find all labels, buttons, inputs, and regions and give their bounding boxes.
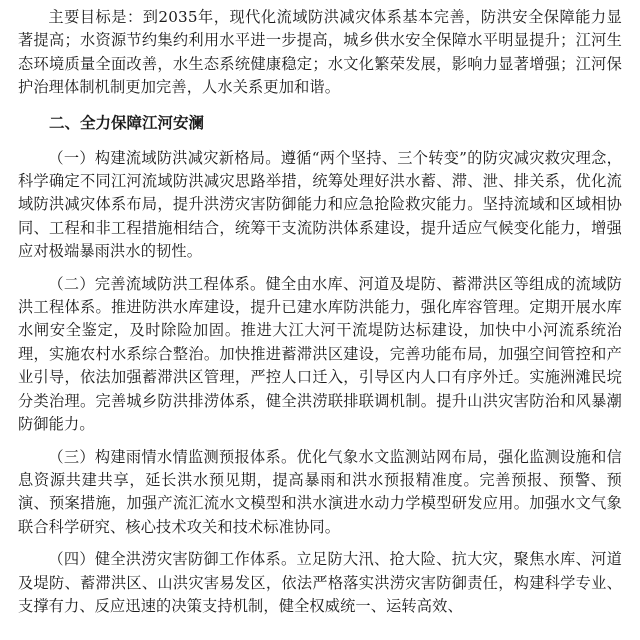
- intro-paragraph: 主要目标是：到2035年，现代化流域防洪减灾体系基本完善，防洪安全保障能力显著提高；水资源节约集约利用水平进一步提高，城乡供水安全保障水平明显提升；江河生态环境质量全面改善，水生态系统健康稳定；水文化繁荣发展，影响力显著增强；江河保护治理体制机制更加完善，人水关系更加和谐。: [18, 8, 622, 97]
- paragraph-monitoring-forecast: （三）构建雨情水情监测预报体系。优化气象水文监测站网布局，强化监测设施和信息资源共建共享，延长洪水预见期，提高暴雨和洪水预报精准度。完善预报、预警、预演、预案措施，加强产流汇流水文模型和洪水演进水动力学模型研发应用。加强水文气象联合科学研究、核心技术攻关和技术标准协同。: [18, 447, 622, 536]
- paragraph-flood-engineering: （二）完善流域防洪工程体系。健全由水库、河道及堤防、蓄滞洪区等组成的流域防洪工程体系。推进防洪水库建设，提升已建水库防洪能力，强化库容管理。定期开展水库水闸安全鉴定，及时除险加固。推进大江大河干流堤防达标建设，加快中小河流系统治理，实施农村水系综合整治。加快推进蓄滞洪区建设，完善功能布局，加强空间管控和产业引导，依法加强蓄滞洪区管理，严控人口迁入，引导区内人口有序外迁。实施洲滩民垸分类治理。完善城乡防洪排涝体系，健全洪涝联排联调机制。提升山洪灾害防治和风暴潮防御能力。: [18, 274, 622, 434]
- paragraph-flood-pattern: （一）构建流域防洪减灾新格局。遵循“两个坚持、三个转变”的防灾减灾救灾理念，科学确定不同江河流域防洪减灾思路举措，统筹处理好洪水蓄、滞、泄、排关系，优化流域防洪减灾体系布局，提升洪涝灾害防御能力和应急抢险救灾能力。坚持流域和区域相协同、工程和非工程措施相结合，统筹干支流防洪体系建设，提升适应气候变化能力，增强应对极端暴雨洪水的韧性。: [18, 148, 622, 261]
- section-heading: 二、全力保障江河安澜: [49, 113, 205, 132]
- paragraph-disaster-defense: （四）健全洪涝灾害防御工作体系。立足防大汛、抢大险、抗大灾，聚焦水库、河道及堤防、蓄滞洪区、山洪灾害易发区，依法严格落实洪涝灾害防御责任，构建科学专业、支撑有力、反应迅速的决策支持机制，健全权威统一、运转高效、: [18, 550, 622, 615]
